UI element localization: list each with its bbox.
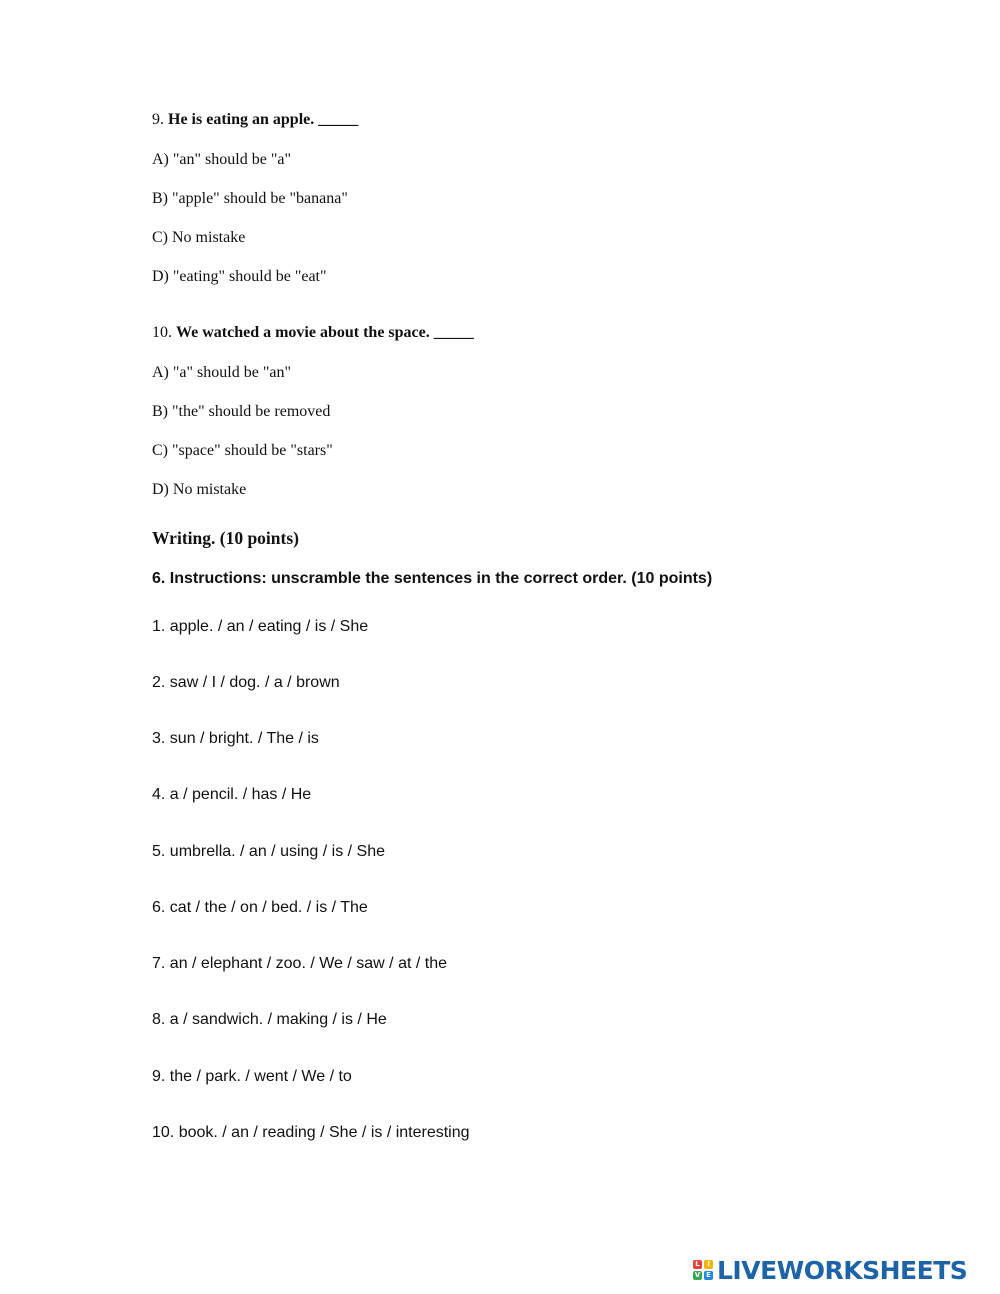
- scramble-item-2: 2. saw / I / dog. / a / brown: [152, 674, 340, 691]
- question-9-number: 9.: [152, 111, 164, 128]
- writing-instructions: 6. Instructions: unscramble the sentences in the correct order. (10 points): [152, 570, 713, 587]
- logo-mark-v: V: [694, 1271, 701, 1279]
- scramble-item-3: 3. sun / bright. / The / is: [152, 730, 319, 747]
- logo-mark-l: L: [693, 1260, 702, 1269]
- question-9-option-a[interactable]: A) "an" should be "a": [152, 151, 291, 168]
- question-10-number: 10.: [152, 324, 172, 341]
- question-10-option-a[interactable]: A) "a" should be "an": [152, 364, 291, 381]
- question-9-option-b[interactable]: B) "apple" should be "banana": [152, 190, 348, 207]
- scramble-item-4: 4. a / pencil. / has / He: [152, 786, 312, 803]
- question-9-sentence: He is eating an apple. _____: [168, 111, 359, 128]
- scramble-item-9: 9. the / park. / went / We / to: [152, 1068, 352, 1085]
- writing-section-title: Writing. (10 points): [152, 528, 299, 548]
- question-9-option-c[interactable]: C) No mistake: [152, 229, 246, 246]
- question-10-title: [152, 324, 474, 342]
- liveworksheets-logo: [693, 1255, 967, 1285]
- scramble-item-6: 6. cat / the / on / bed. / is / The: [152, 899, 368, 916]
- question-10-option-d[interactable]: D) No mistake: [152, 481, 247, 498]
- liveworksheets-logo-text: LIVEWORKSHEETS: [717, 1255, 968, 1285]
- scramble-item-5: 5. umbrella. / an / using / is / She: [152, 843, 386, 860]
- question-9-title: [152, 111, 358, 129]
- scramble-item-1: 1. apple. / an / eating / is / She: [152, 618, 369, 635]
- question-10-option-c[interactable]: C) "space" should be "stars": [152, 442, 333, 459]
- logo-mark-e: E: [704, 1271, 713, 1280]
- scramble-item-10: 10. book. / an / reading / She / is / interesting: [152, 1124, 470, 1141]
- question-10-option-b[interactable]: B) "the" should be removed: [152, 403, 331, 420]
- liveworksheets-logo-icon: [693, 1260, 713, 1280]
- scramble-item-7: 7. an / elephant / zoo. / We / saw / at / the: [152, 955, 447, 972]
- logo-mark-i: I: [704, 1260, 713, 1269]
- question-9-option-d[interactable]: D) "eating" should be "eat": [152, 268, 327, 285]
- question-10-sentence: We watched a movie about the space. _____: [176, 324, 474, 341]
- scramble-item-8: 8. a / sandwich. / making / is / He: [152, 1011, 387, 1028]
